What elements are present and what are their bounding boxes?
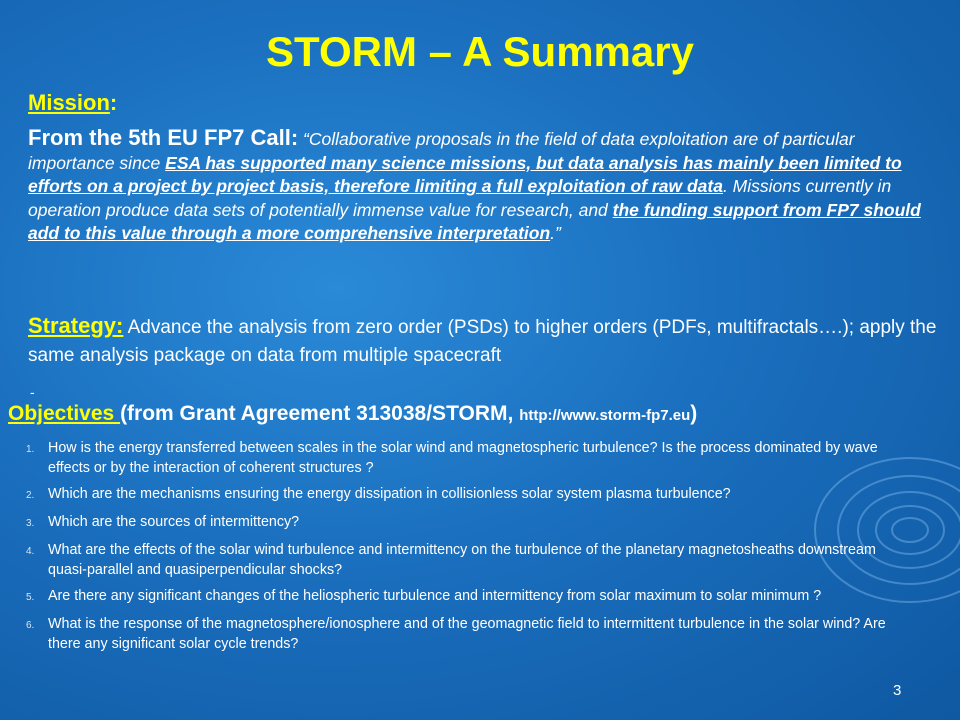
mission-heading-label: Mission bbox=[28, 90, 110, 115]
strategy-paragraph bbox=[28, 312, 943, 370]
mission-paragraph bbox=[28, 126, 938, 246]
list-item-number: 4. bbox=[26, 546, 35, 557]
mission-quote-part1: “Collaborative proposals in the field of data exploitation are of particular importance since bbox=[28, 129, 855, 173]
objectives-url-link[interactable]: http://www.storm-fp7.eu bbox=[519, 407, 691, 424]
list-item-text: How is the energy transferred between scales in the solar wind and magnetospheric turbulence? Is the process dominated by wave effects or by the interaction of coherent structures ? bbox=[48, 440, 878, 476]
list-item-text: Are there any significant changes of the heliospheric turbulence and intermittency from solar maximum to solar minimum ? bbox=[48, 588, 822, 604]
list-item-text: Which are the sources of intermittency? bbox=[48, 514, 300, 530]
objectives-heading-close: ) bbox=[690, 402, 698, 425]
mission-quote-underline2: the funding support from FP7 should add to this value through a more comprehensive interpretation bbox=[28, 199, 921, 243]
list-item-number: 5. bbox=[26, 592, 35, 603]
list-item bbox=[26, 586, 906, 608]
objectives-list bbox=[26, 438, 906, 660]
list-item-number: 3. bbox=[26, 518, 35, 529]
list-item-number: 6. bbox=[26, 620, 35, 631]
list-item-text: Which are the mechanisms ensuring the energy dissipation in collisionless solar system plasma turbulence? bbox=[48, 486, 731, 502]
list-item bbox=[26, 512, 906, 534]
strategy-text: Advance the analysis from zero order (PSDs) to higher orders (PDFs, multifractals….); apply the same analysis package on data from multiple spacecraft bbox=[28, 317, 937, 366]
mission-heading-colon: : bbox=[109, 90, 118, 115]
mission-quote-underline1: ESA has supported many science missions, but data analysis has mainly been limited to efforts on a project by project basis, therefore limiting a full exploitation of raw data bbox=[28, 152, 902, 196]
mission-lead: From the 5th EU FP7 Call: bbox=[28, 125, 299, 150]
list-item bbox=[26, 540, 906, 580]
page-number: 3 bbox=[893, 682, 902, 699]
list-item bbox=[26, 484, 906, 506]
mission-quote-part3: .” bbox=[550, 223, 561, 243]
stray-mark: - bbox=[30, 384, 35, 400]
mission-quote-part2: . Missions currently in operation produce data sets of potentially immense value for research, and bbox=[28, 176, 892, 220]
objectives-heading-text: (from Grant Agreement 313038/STORM, bbox=[120, 402, 520, 425]
objectives-heading-label: Objectives bbox=[8, 402, 121, 425]
list-item-number: 2. bbox=[26, 490, 35, 501]
list-item bbox=[26, 438, 906, 478]
list-item-text: What are the effects of the solar wind turbulence and intermittency on the turbulence of the planetary magnetosheaths downstream quasi-parallel and quasiperpendicular shocks? bbox=[48, 542, 876, 578]
mission-heading bbox=[28, 90, 117, 116]
slide-title: STORM – A Summary bbox=[266, 28, 694, 75]
list-item bbox=[26, 614, 906, 654]
objectives-heading bbox=[8, 402, 948, 426]
strategy-heading: Strategy: bbox=[28, 313, 124, 338]
list-item-text: What is the response of the magnetosphere/ionosphere and of the geomagnetic field to intermittent turbulence in the solar wind? Are there any significant solar cycle trends? bbox=[48, 616, 886, 652]
list-item-number: 1. bbox=[26, 444, 35, 455]
